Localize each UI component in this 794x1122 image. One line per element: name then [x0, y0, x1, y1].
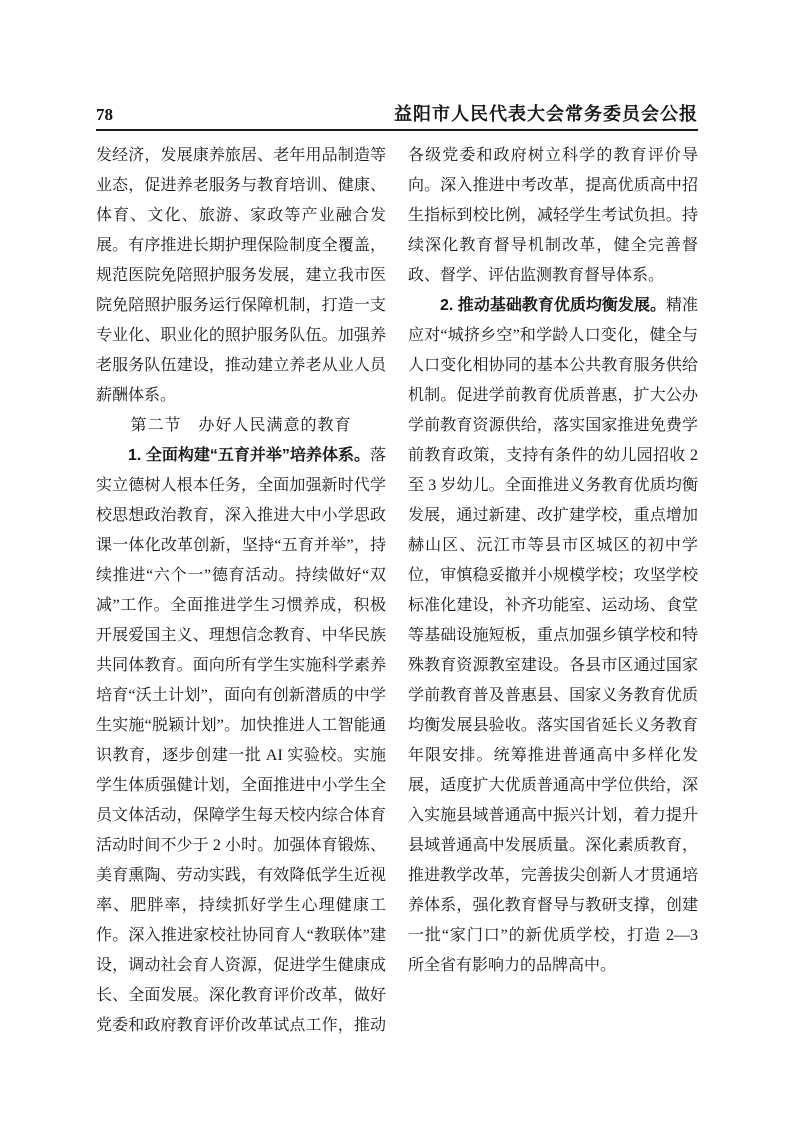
paragraph-text: 精准应对“城挤乡空”和学龄人口变化，健全与人口变化相协同的基本公共教育服务供给机制。促进学前教育优质普惠，扩大公办学前教育资源供给，落实国家推进免费学前教育政策，支持有条件的幼儿园招收 2 至 3 岁幼儿。全面推进义务教育优质均衡发展，通过新建、改扩建学校，重点增加赫山区、沅江市等县市区城区的初中学位，审慎稳妥撤并小规模学校；攻坚学校标准化建设，补齐功能室、运动场、食堂等基础设施短板，重点加强乡镇学校和特殊教育资源教室建设。各县市区通过国家学前教育普及普惠县、国家义务教育优质均衡发展县验收。落实国省延长义务教育年限安排。统筹推进普通高中多样化发展，适度扩大优质普通高中学位供给，深入实施县域普通高中振兴计划，着力提升县域普通高中发展质量。深化素质教育，推进教学改革，完善拔尖创新人才贯通培养体系，强化教育督导与教研支撑，创建一批“家门口”的新优质学校，打造 2—3 所全省有影响力的品牌高中。: [408, 297, 698, 974]
paragraph: [96, 141, 386, 411]
paragraph: [408, 291, 698, 981]
page-header: [96, 103, 698, 131]
text-flow: [96, 141, 698, 1041]
paragraph-text: 发经济，发展康养旅居、老年用品制造等业态，促进养老服务与教育培训、健康、体育、文化、旅游、家政等产业融合发展。有序推进长期护理保险制度全覆盖，规范医院免陪照护服务发展，建立我市医院免陪照护服务运行保障机制，打造一支专业化、职业化的照护服务队伍。加强养老服务队伍建设，推动建立养老从业人员薪酬体系。: [96, 147, 386, 404]
numbered-heading: 2. 推动基础教育优质均衡发展。: [440, 297, 666, 314]
numbered-heading: 1. 全面构建“五育并举”培养体系。: [128, 447, 370, 464]
section-heading: 第二节 办好人民满意的教育: [130, 417, 352, 434]
page-number: 78: [96, 105, 113, 124]
paragraph-text: 落实立德树人根本任务，全面加强新时代学校思想政治教育，深入推进大中小学思政课一体化改革创新，坚持“五育并举”，持续推进“六个一”德育活动。持续做好“双减”工作。全面推进学生习惯养成，积极开展爱国主义、理想信念教育、中华民族共同体教育。面向所有学生实施科学素养培育“沃土计划”，面向有创新潜质的中学生实施“脱颖计划”。加快推进人工智能通识教育，逐步创建一批 AI 实验校。实施学生体质强健计划，全面推进中小学生全员文体活动，保障学生每天校内综合体育活动时间不少于 2 小时。加强体育锻炼、美育熏陶、劳动实践，有效降低学生近视率、肥胖率，持续抓好学生心理健康工作。深入推进家校社协同育人“教联体”建设，调动社会育人资源，促进学生健康成长、全面发展。深化教育评价改革，做好党委和政府教育评价改革试点工作，推动各级党委和政府树立科学的教育评价导向。深入推进中考改革，提高优质高中招生指标到校比例，减轻学生考试负担。持续深化教育督导机制改革，健全完善督政、督学、评估监测教育督导体系。: [96, 147, 698, 1034]
header-title: 益阳市人民代表大会常务委员会公报: [394, 104, 698, 124]
